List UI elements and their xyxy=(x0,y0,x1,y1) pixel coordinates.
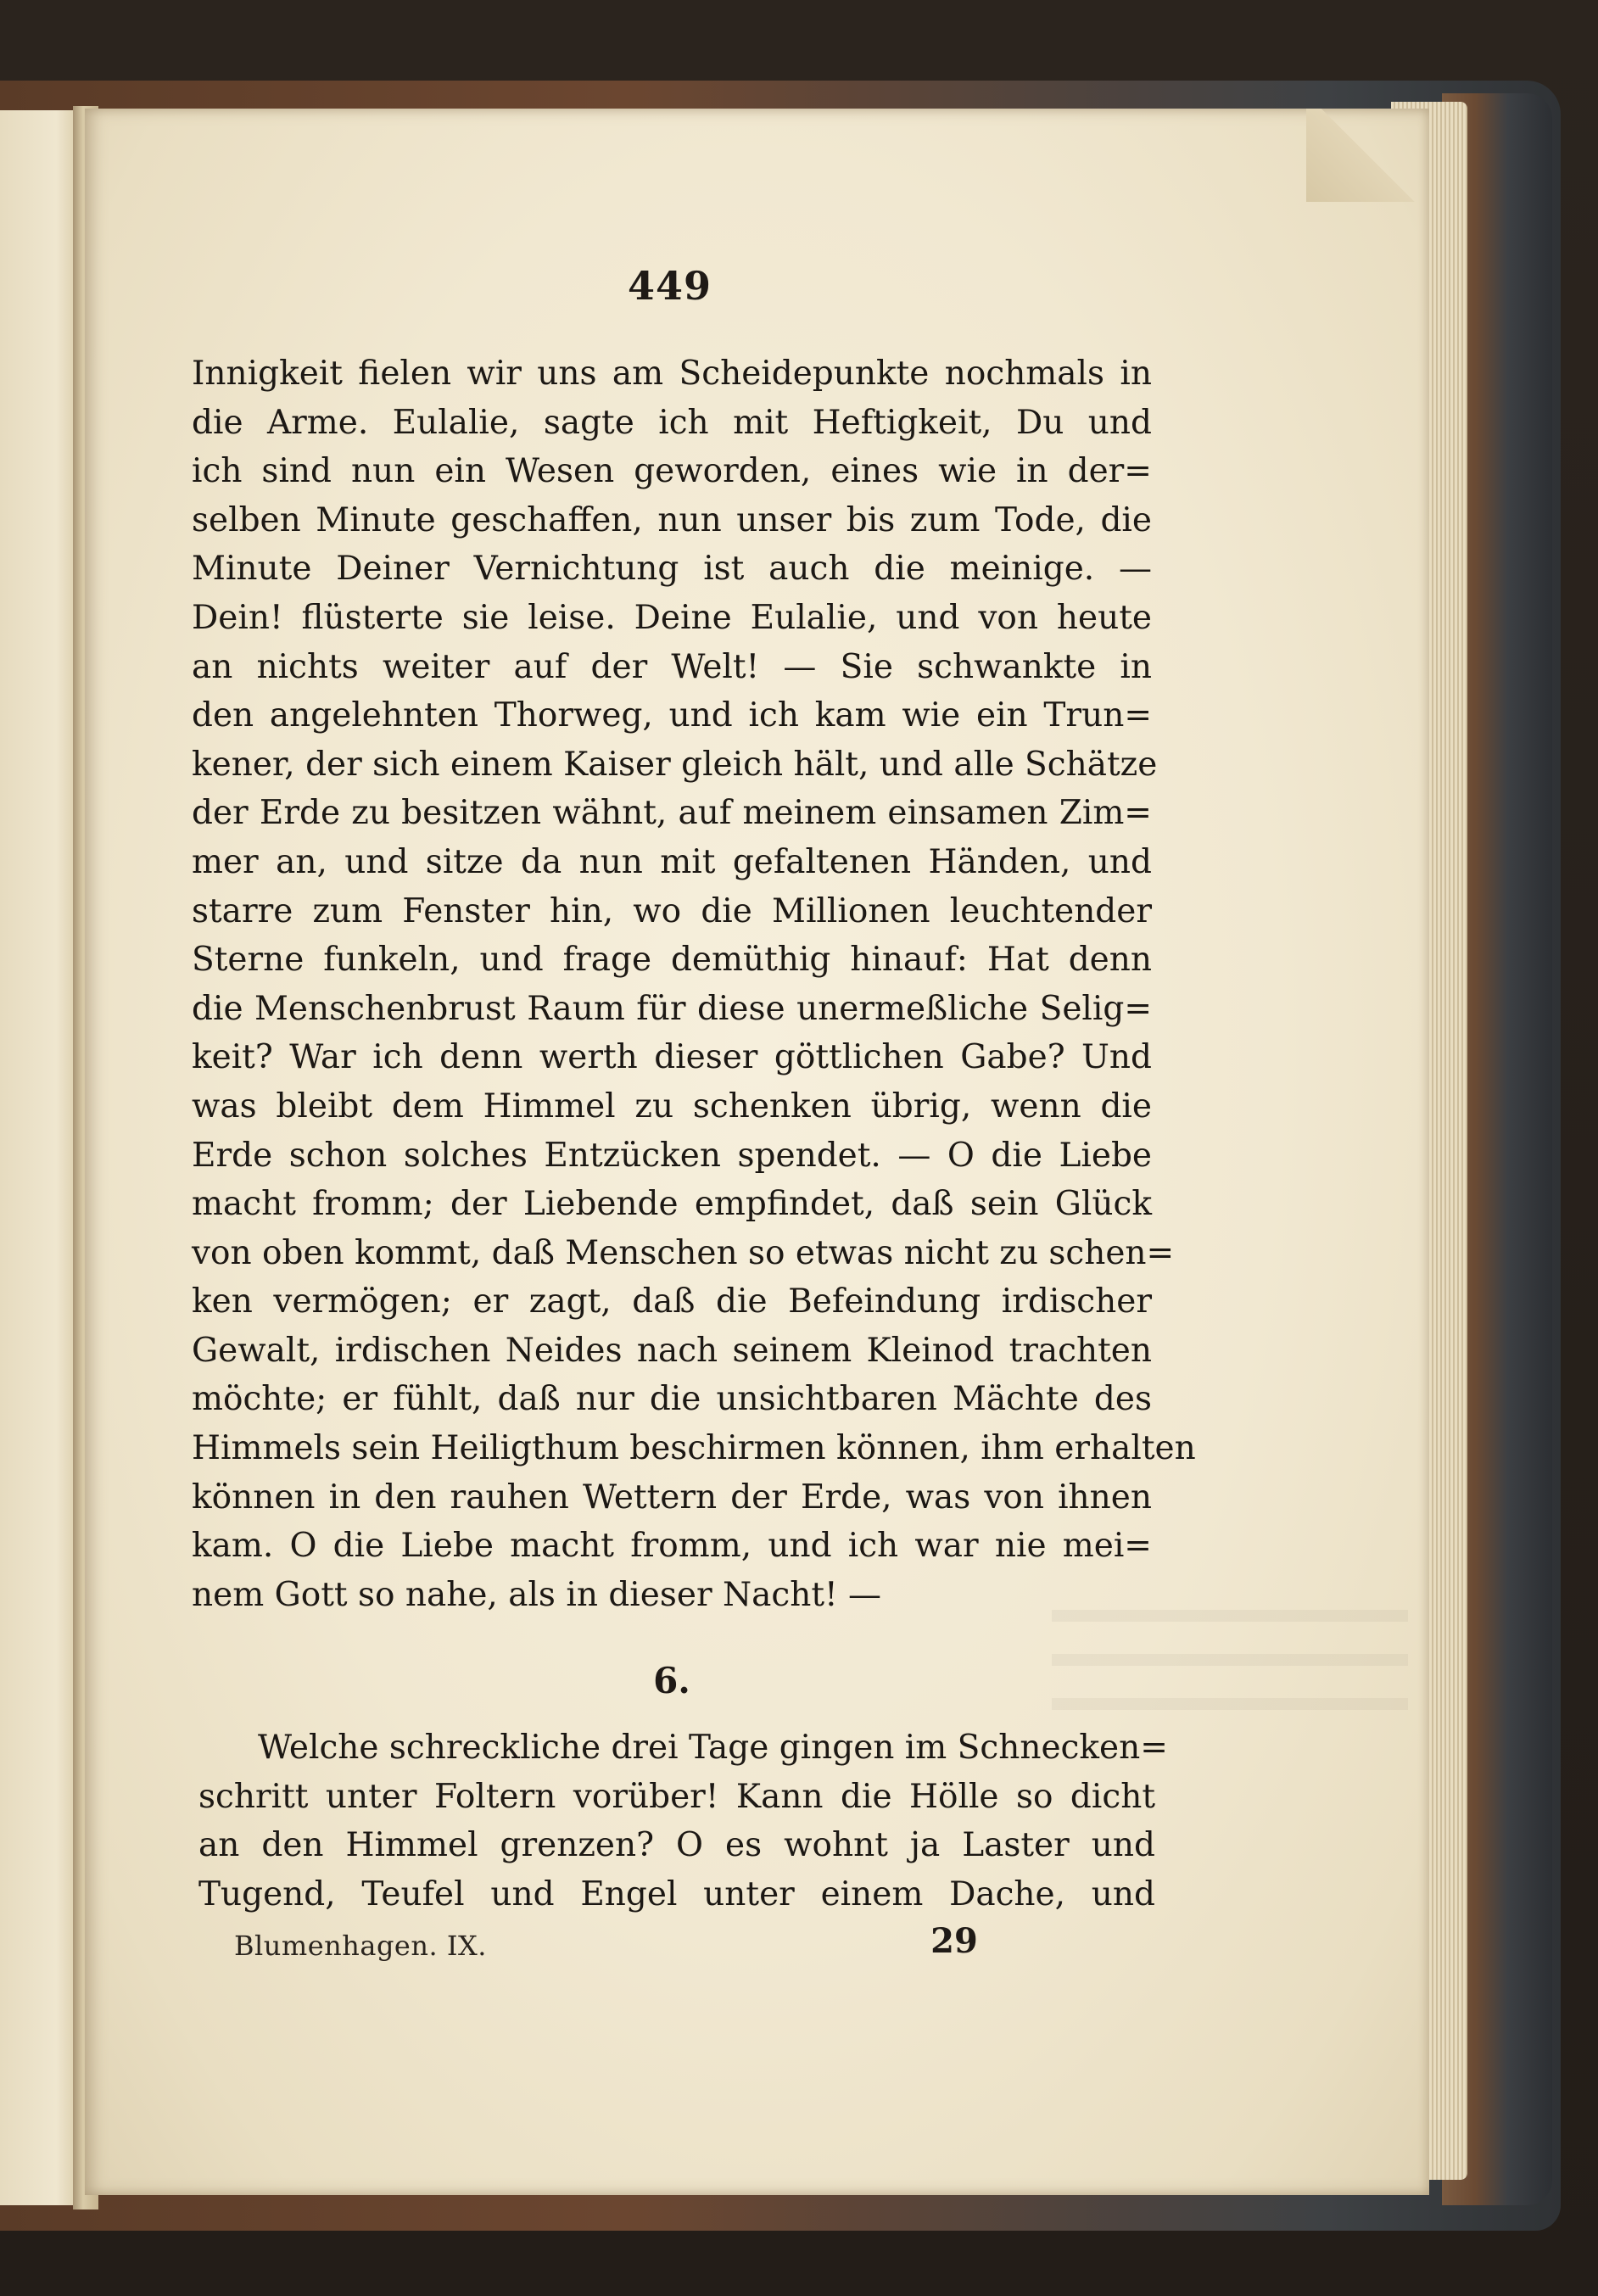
text-line: mer an, und sitze da nun mit gefaltenen Händen, und xyxy=(192,842,1152,881)
text-line: möchte; er fühlt, daß nur die unsichtbaren Mächte des xyxy=(192,1380,1152,1419)
text-line: die Arme. Eulalie, sagte ich mit Heftigkeit, Du und xyxy=(192,403,1152,442)
text-line: kener, der sich einem Kaiser gleich hält, und alle Schätze xyxy=(192,745,1158,784)
text-line: macht fromm; der Liebende empfindet, daß sein Glück xyxy=(192,1185,1152,1224)
text-line: was bleibt dem Himmel zu schenken übrig, wenn die xyxy=(192,1087,1152,1126)
text-line: Innigkeit fielen wir uns am Scheidepunkte nochmals in xyxy=(192,355,1152,393)
text-line: nem Gott so nahe, als in dieser Nacht! — xyxy=(192,1575,882,1614)
text-line: kam. O die Liebe macht fromm, und ich war nie mei= xyxy=(192,1527,1152,1566)
text-line: können in den rauhen Wettern der Erde, was von ihnen xyxy=(192,1478,1152,1517)
text-line: Erde schon solches Entzücken spendet. — O die Liebe xyxy=(192,1136,1152,1175)
text-line: den angelehnten Thorweg, und ich kam wie ein Trun= xyxy=(192,696,1152,735)
text-line: an nichts weiter auf der Welt! — Sie schwankte in xyxy=(192,647,1152,686)
text-line: keit? War ich denn werth dieser göttlichen Gabe? Und xyxy=(192,1038,1152,1077)
text-line: die Menschenbrust Raum für diese unermeßliche Selig= xyxy=(192,989,1152,1028)
text-line: Welche schreckliche drei Tage gingen im Schnecken= xyxy=(258,1729,1168,1767)
folded-corner xyxy=(1306,109,1429,202)
text-line: ich sind nun ein Wesen geworden, eines wie in der= xyxy=(192,452,1152,491)
text-line: an den Himmel grenzen? O es wohnt ja Laster und xyxy=(198,1826,1155,1865)
text-line: der Erde zu besitzen wähnt, auf meinem einsamen Zim= xyxy=(192,794,1152,833)
text-line: ken vermögen; er zagt, daß die Befeindung irdischer xyxy=(192,1282,1152,1321)
text-line: starre zum Fenster hin, wo die Millionen leuchtender xyxy=(192,891,1152,930)
text-line: Tugend, Teufel und Engel unter einem Dache, und xyxy=(198,1874,1155,1913)
text-line: Minute Deiner Vernichtung ist auch die meinige. — xyxy=(192,550,1152,589)
footer-signature: Blumenhagen. IX. xyxy=(234,1930,487,1962)
text-line: schritt unter Foltern vorüber! Kann die Hölle so dicht xyxy=(198,1777,1155,1816)
left-facing-page xyxy=(0,110,81,2205)
text-line: Gewalt, irdischen Neides nach seinem Kleinod trachten xyxy=(192,1331,1152,1370)
text-line: Sterne funkeln, und frage demüthig hinauf: Hat denn xyxy=(192,941,1152,980)
section-text xyxy=(198,1723,1168,1919)
text-line: Dein! flüsterte sie leise. Deine Eulalie, und von heute xyxy=(192,598,1152,637)
body-text xyxy=(192,349,1196,1619)
sheet-number: 29 xyxy=(930,1921,978,1961)
page-number: 449 xyxy=(628,263,712,309)
section-number: 6. xyxy=(653,1660,690,1701)
text-line: selben Minute geschaffen, nun unser bis zum Tode, die xyxy=(192,500,1152,539)
text-line: von oben kommt, daß Menschen so etwas nicht zu schen= xyxy=(192,1233,1175,1272)
text-line: Himmels sein Heiligthum beschirmen können, ihm erhalten xyxy=(192,1429,1196,1468)
